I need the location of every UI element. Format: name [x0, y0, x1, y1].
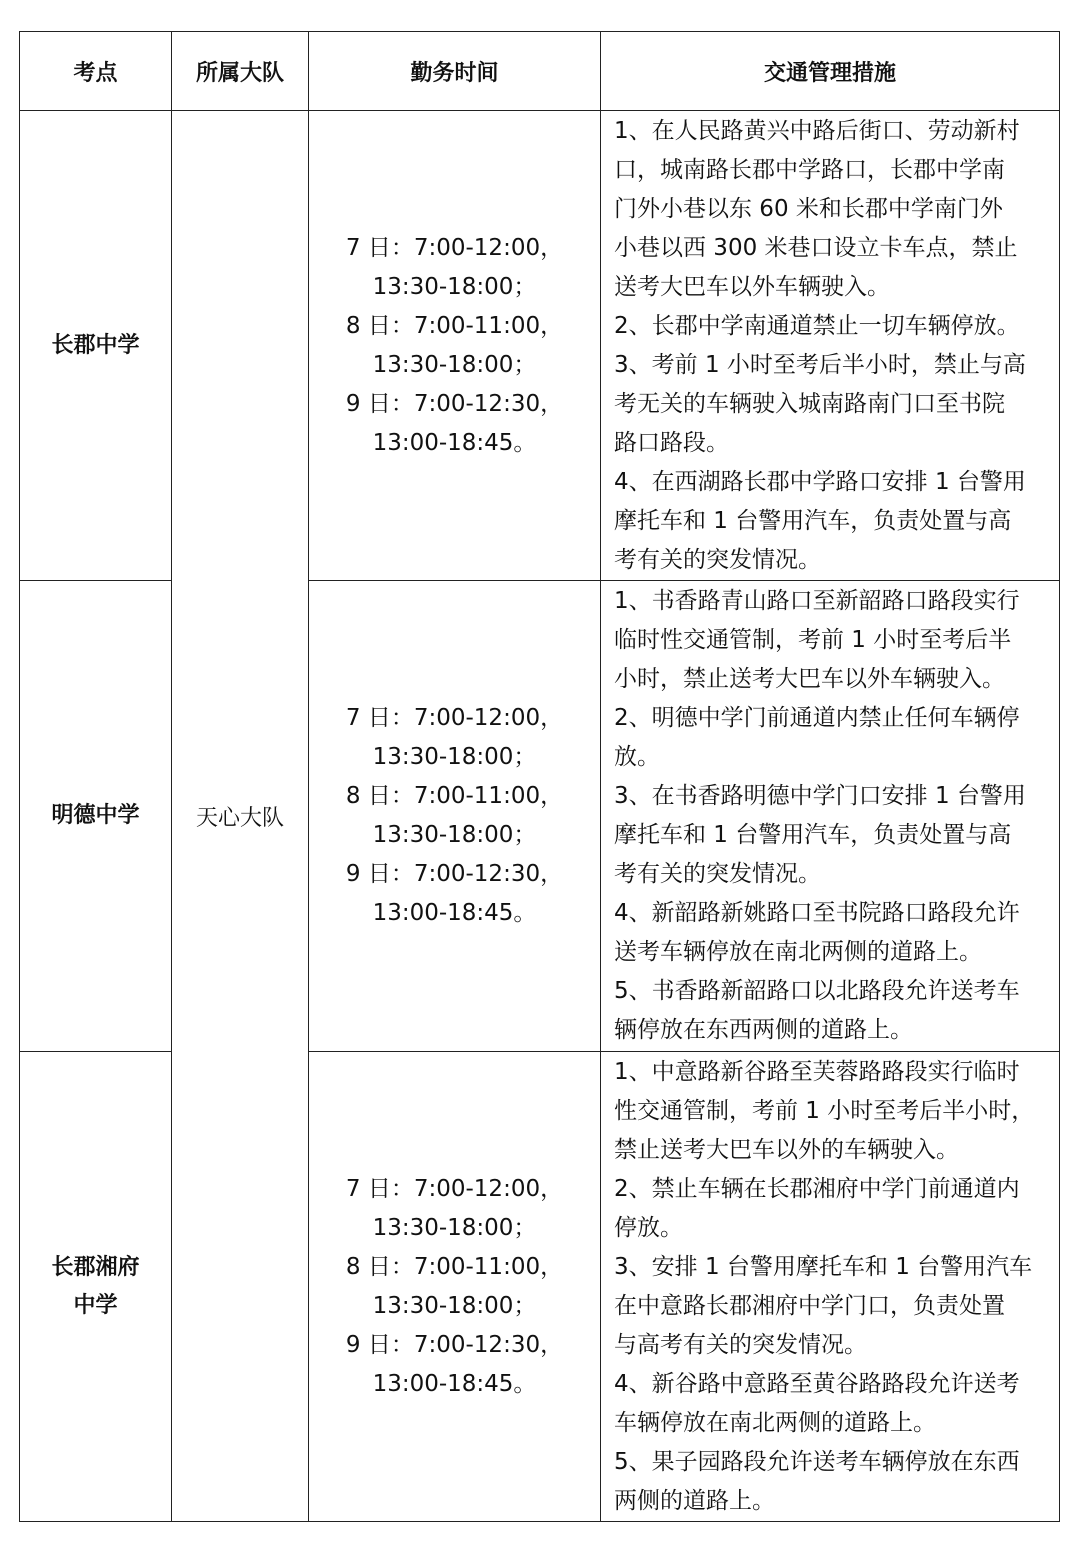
- header-row: [20, 32, 1060, 111]
- measures-cell: [601, 1052, 1060, 1522]
- measure-item: [614, 699, 1049, 777]
- duty-time-line: 9 日：7:00-12:30，: [345, 1331, 564, 1358]
- duty-time-cell: [309, 111, 601, 581]
- measure-line: 考有关的突发情况。: [614, 861, 821, 887]
- header-traffic-measures: 交通管理措施: [601, 32, 1060, 111]
- measure-line: 小时，禁止送考大巴车以外车辆驶入。: [614, 666, 1005, 692]
- measure-line: 门外小巷以东 60 米和长郡中学南门外: [614, 196, 1003, 222]
- measure-line: 摩托车和 1 台警用汽车，负责处置与高: [614, 508, 1012, 534]
- header-exam-site: 考点: [20, 32, 172, 111]
- duty-time-line: 13:30-18:00；: [372, 744, 537, 770]
- duty-time-line: 9 日：7:00-12:30，: [345, 390, 564, 417]
- measure-line: 性交通管制，考前 1 小时至考后半小时，: [614, 1098, 1035, 1124]
- measure-line: 考无关的车辆驶入城南路南门口至书院: [614, 391, 1005, 417]
- measure-line: 小巷以西 300 米巷口设立卡车点，禁止: [614, 235, 1018, 261]
- table-row: [20, 111, 1060, 581]
- measure-line: 2、明德中学门前通道内禁止任何车辆停: [614, 705, 1020, 731]
- measure-item: [614, 1053, 1049, 1170]
- measure-line: 在中意路长郡湘府中学门口，负责处置: [614, 1293, 1005, 1319]
- duty-time-cell: [309, 581, 601, 1052]
- measure-line: 3、考前 1 小时至考后半小时，禁止与高: [614, 352, 1026, 378]
- exam-site-cell: [20, 581, 172, 1052]
- duty-time-line: 13:00-18:45。: [372, 1370, 537, 1397]
- duty-time-line: 7 日：7:00-12:00，: [345, 1175, 564, 1202]
- measure-line: 口，城南路长郡中学路口，长郡中学南: [614, 157, 1005, 183]
- measure-line: 5、果子园路段允许送考车辆停放在东西: [614, 1449, 1020, 1475]
- duty-time-line: 9 日：7:00-12:30，: [345, 861, 564, 887]
- header-duty-time: 勤务时间: [309, 32, 601, 111]
- measure-line: 与高考有关的突发情况。: [614, 1332, 867, 1358]
- duty-time-line: 13:00-18:45。: [372, 429, 537, 456]
- exam-site-name: 中学: [73, 1292, 118, 1318]
- duty-time-line: 13:30-18:00；: [372, 822, 537, 848]
- exam-site-name: 明德中学: [51, 803, 140, 828]
- measure-line: 考有关的突发情况。: [614, 547, 821, 573]
- measure-item: [614, 1365, 1049, 1443]
- measure-line: 临时性交通管制，考前 1 小时至考后半: [614, 627, 1012, 653]
- exam-site-cell: [20, 111, 172, 581]
- measure-item: [614, 777, 1049, 894]
- duty-time-line: 13:30-18:00；: [372, 1214, 537, 1241]
- measure-item: [614, 1248, 1049, 1365]
- exam-site-name: 长郡湘府: [51, 1254, 140, 1280]
- measure-line: 1、在人民路黄兴中路后街口、劳动新村: [614, 118, 1020, 144]
- measures-cell: [601, 581, 1060, 1052]
- measure-item: [614, 112, 1049, 307]
- measure-line: 放。: [614, 744, 660, 770]
- measure-line: 2、长郡中学南通道禁止一切车辆停放。: [614, 313, 1020, 339]
- exam-site-name: 长郡中学: [51, 332, 140, 358]
- measure-line: 禁止送考大巴车以外的车辆驶入。: [614, 1137, 959, 1163]
- measure-line: 送考大巴车以外车辆驶入。: [614, 274, 890, 300]
- measure-line: 送考车辆停放在南北两侧的道路上。: [614, 939, 982, 965]
- brigade-name: 天心大队: [195, 805, 284, 831]
- measure-line: 2、禁止车辆在长郡湘府中学门前通道内: [614, 1176, 1020, 1202]
- duty-time-cell: [309, 1052, 601, 1522]
- duty-time-line: 13:30-18:00；: [372, 1292, 537, 1319]
- measures-cell: [601, 111, 1060, 581]
- measure-item: [614, 894, 1049, 972]
- measure-line: 路口路段。: [614, 430, 729, 456]
- measure-line: 4、新韶路新姚路口至书院路口路段允许: [614, 900, 1020, 926]
- traffic-control-table: [19, 31, 1060, 1522]
- measure-item: [614, 307, 1049, 346]
- measure-item: [614, 346, 1049, 463]
- measure-item: [614, 1170, 1049, 1248]
- measure-item: [614, 972, 1049, 1050]
- duty-time-line: 13:30-18:00；: [372, 273, 537, 300]
- measure-line: 3、安排 1 台警用摩托车和 1 台警用汽车: [614, 1254, 1033, 1280]
- measure-line: 辆停放在东西两侧的道路上。: [614, 1017, 913, 1043]
- measure-item: [614, 463, 1049, 580]
- measure-line: 1、中意路新谷路至芙蓉路路段实行临时: [614, 1059, 1020, 1085]
- measure-line: 3、在书香路明德中学门口安排 1 台警用: [614, 783, 1026, 809]
- measure-line: 两侧的道路上。: [614, 1488, 775, 1514]
- measure-line: 摩托车和 1 台警用汽车，负责处置与高: [614, 822, 1012, 848]
- measure-line: 车辆停放在南北两侧的道路上。: [614, 1410, 936, 1436]
- measure-item: [614, 1443, 1049, 1521]
- measure-line: 1、书香路青山路口至新韶路口路段实行: [614, 588, 1020, 614]
- duty-time-line: 7 日：7:00-12:00，: [345, 234, 564, 261]
- duty-time-line: 8 日：7:00-11:00，: [345, 1253, 564, 1280]
- measure-item: [614, 582, 1049, 699]
- duty-time-line: 13:00-18:45。: [372, 900, 537, 926]
- brigade-cell: [172, 111, 309, 1522]
- measure-line: 5、书香路新韶路口以北路段允许送考车: [614, 978, 1020, 1004]
- header-brigade: 所属大队: [172, 32, 309, 111]
- duty-time-line: 8 日：7:00-11:00，: [345, 312, 564, 339]
- measure-line: 4、在西湖路长郡中学路口安排 1 台警用: [614, 469, 1026, 495]
- measure-line: 停放。: [614, 1215, 683, 1241]
- duty-time-line: 8 日：7:00-11:00，: [345, 783, 564, 809]
- duty-time-line: 7 日：7:00-12:00，: [345, 705, 564, 731]
- exam-site-cell: [20, 1052, 172, 1522]
- duty-time-line: 13:30-18:00；: [372, 351, 537, 378]
- measure-line: 4、新谷路中意路至黄谷路路段允许送考: [614, 1371, 1020, 1397]
